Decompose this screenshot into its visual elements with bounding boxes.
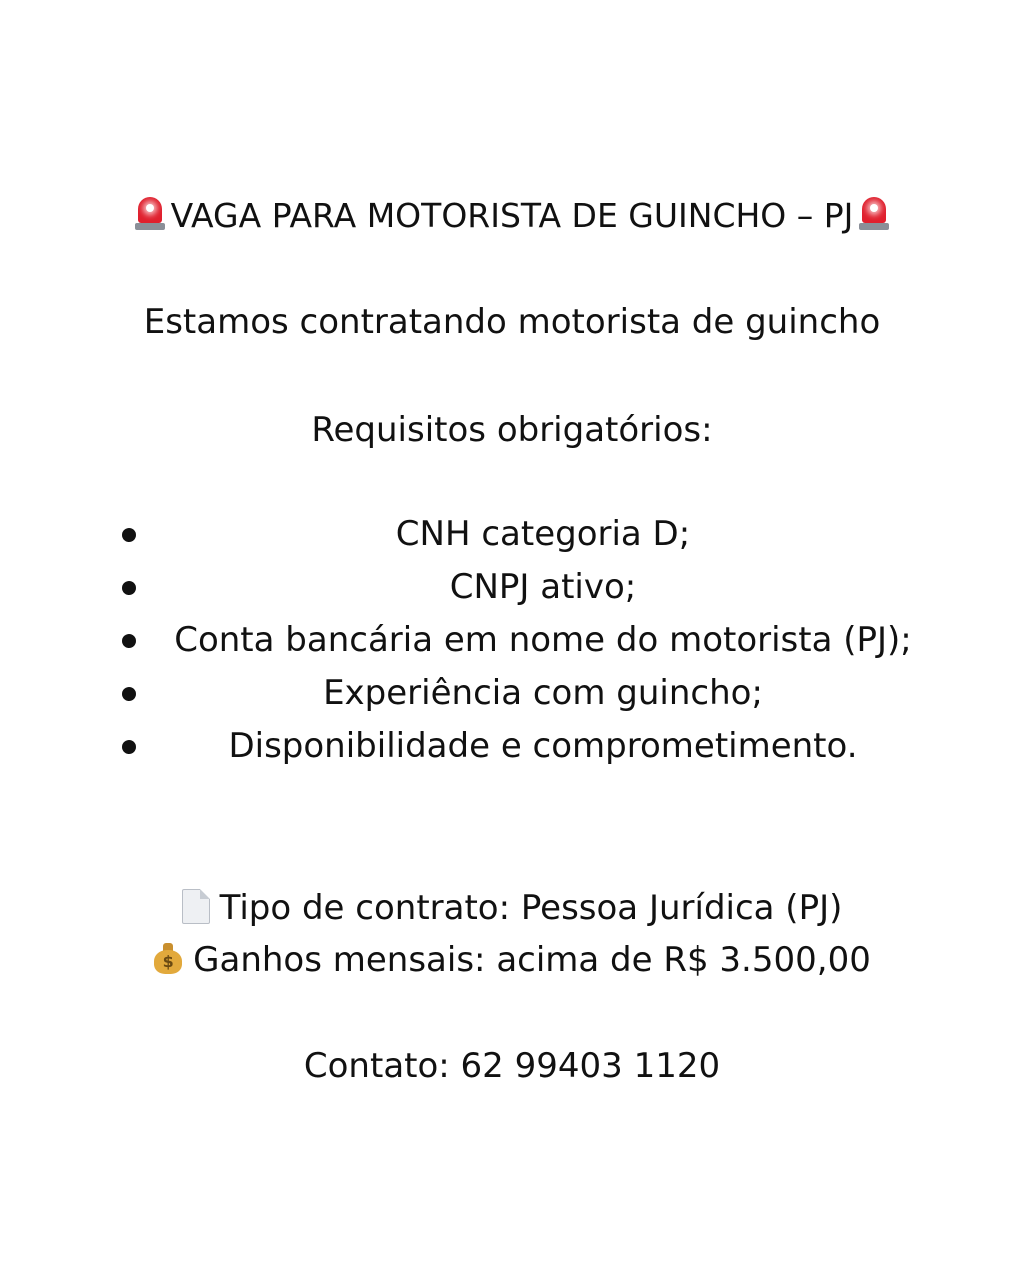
- list-item: [0, 671, 1024, 724]
- bullet-icon: [122, 687, 136, 701]
- job-title-text: VAGA PARA MOTORISTA DE GUINCHO – PJ: [170, 196, 854, 235]
- document-icon: [182, 889, 210, 923]
- requirement-text: Experiência com guincho;: [323, 673, 763, 713]
- requirement-text: Disponibilidade e comprometimento.: [228, 726, 858, 766]
- money-bag-icon: $: [153, 941, 183, 975]
- police-light-icon: [135, 197, 165, 231]
- bullet-icon: [122, 581, 136, 595]
- list-item: [0, 565, 1024, 618]
- list-item: [0, 618, 1024, 671]
- bullet-icon: [122, 740, 136, 754]
- police-light-icon: [859, 197, 889, 231]
- job-title: [0, 194, 1024, 238]
- list-item: [0, 724, 1024, 777]
- list-item: [0, 512, 1024, 565]
- contact-info: Contato: 62 99403 1120: [303, 1046, 721, 1086]
- contract-type-text: Tipo de contrato: Pessoa Jurídica (PJ): [219, 888, 843, 928]
- requirement-text: CNPJ ativo;: [449, 567, 637, 607]
- hiring-subtitle: Estamos contratando motorista de guincho: [143, 302, 881, 342]
- requirement-text: CNH categoria D;: [395, 514, 691, 554]
- bullet-icon: [122, 634, 136, 648]
- requirements-list: [0, 512, 1024, 777]
- contract-type: [0, 886, 1024, 930]
- monthly-earnings-text: Ganhos mensais: acima de R$ 3.500,00: [193, 940, 871, 980]
- bullet-icon: [122, 528, 136, 542]
- requirements-heading: Requisitos obrigatórios:: [311, 410, 713, 450]
- monthly-earnings: [0, 938, 1024, 982]
- requirement-text: Conta bancária em nome do motorista (PJ);: [174, 620, 912, 660]
